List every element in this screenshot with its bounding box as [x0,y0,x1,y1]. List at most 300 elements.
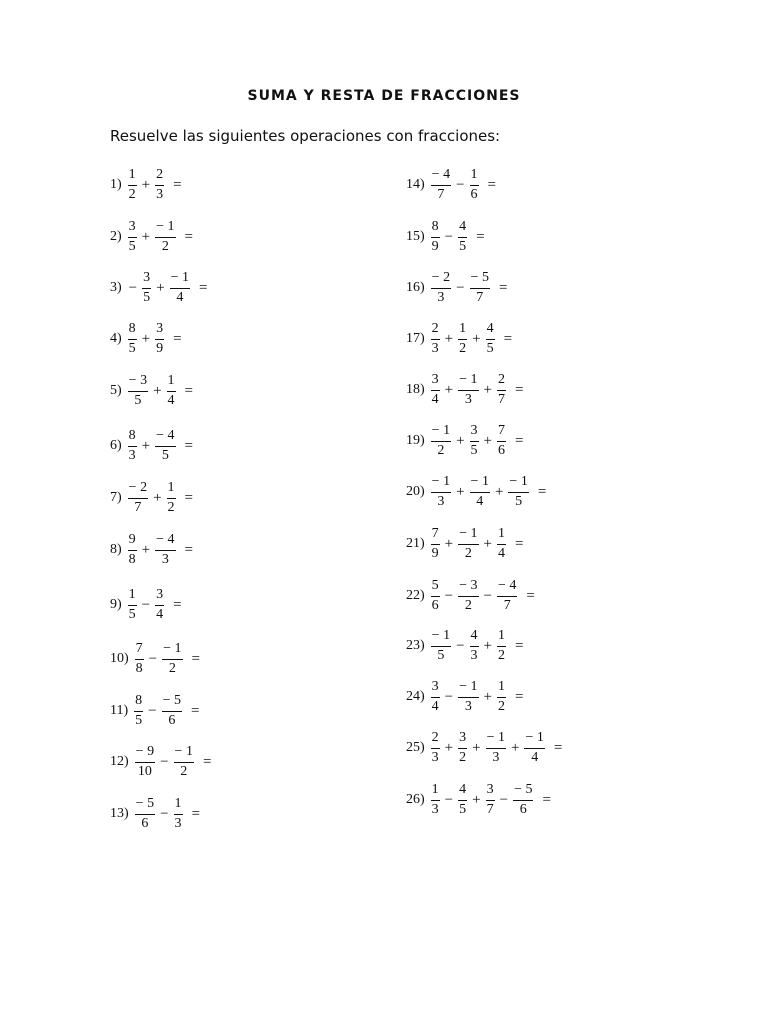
exercise-23 [406,624,523,668]
denominator: 3 [470,648,478,663]
numerator: − 3 [458,579,478,597]
exercise-number: 17) [406,331,425,346]
denominator: 2 [498,648,506,663]
numerator: 3 [458,731,467,749]
numerator: 1 [174,797,183,815]
numerator: − 1 [170,271,190,289]
exercise-3 [110,266,207,310]
fraction [429,629,453,663]
exercise-number: 4) [110,331,122,346]
numerator: 1 [128,168,137,186]
equals-sign: = [515,535,524,552]
denominator: 5 [459,802,467,817]
fraction [126,322,139,356]
operator: + [483,432,493,449]
fraction [511,783,535,817]
numerator: − 4 [155,533,175,551]
operator: − [160,753,169,770]
fraction [456,527,480,561]
fraction [495,424,508,458]
exercise-number: 5) [110,383,122,398]
numerator: − 1 [524,731,544,749]
numerator: 3 [155,588,164,606]
fraction [429,322,442,356]
operator: + [511,739,520,756]
fraction [456,220,469,254]
exercise-22 [406,574,535,618]
denominator: 10 [137,764,152,779]
operator: + [483,637,493,654]
denominator: 4 [476,494,484,509]
numerator: − 5 [470,271,490,289]
denominator: 7 [503,598,511,613]
fraction [140,271,153,305]
operator: + [444,535,454,552]
fraction [172,797,185,831]
fraction [133,642,146,676]
operator: + [483,688,493,705]
denominator: 7 [498,392,506,407]
numerator: − 1 [431,629,451,647]
instructions: Resuelve las siguientes operaciones con fracciones: [110,127,501,145]
fraction [468,629,481,663]
equals-sign: = [184,382,194,399]
exercise-15 [406,215,485,259]
exercise-7 [110,476,193,520]
operator: + [444,739,454,756]
operator: + [472,739,481,756]
numerator: 3 [142,271,151,289]
denominator: 5 [135,713,143,728]
fraction [132,694,145,728]
fraction [153,588,166,622]
fraction [468,475,492,509]
numerator: 1 [497,527,506,545]
exercise-number: 19) [406,433,425,448]
equals-sign: = [515,432,524,449]
fraction [153,429,177,463]
fraction [484,731,508,765]
numerator: 1 [128,588,137,606]
numerator: 8 [128,322,137,340]
equals-sign: = [184,228,194,245]
denominator: 5 [486,341,494,356]
operator: − [456,176,465,193]
operator: − [444,587,454,604]
operator: − [456,637,465,654]
exercise-number: 13) [110,806,129,821]
operator: + [483,381,493,398]
exercise-4 [110,317,182,361]
denominator: 2 [459,341,467,356]
exercise-20 [406,470,546,514]
fraction [126,374,150,408]
exercise-number: 18) [406,382,425,397]
denominator: 2 [437,443,445,458]
operator: − [444,228,454,245]
equals-sign: = [476,228,485,245]
operator: + [472,791,481,808]
exercise-25 [406,726,562,770]
denominator: 5 [470,443,478,458]
numerator: 4 [458,783,467,801]
equals-sign: = [526,587,535,604]
exercise-number: 11) [110,703,129,718]
exercise-number: 21) [406,536,425,551]
exercise-number: 8) [110,542,122,557]
operator: + [141,437,151,454]
denominator: 3 [156,187,164,202]
fraction [126,481,150,515]
denominator: 4 [167,393,175,408]
fraction [429,373,442,407]
denominator: 2 [161,239,169,254]
numerator: 2 [431,731,440,749]
fraction [133,797,157,831]
equals-sign: = [553,739,563,756]
numerator: − 1 [458,680,478,698]
numerator: − 2 [128,481,148,499]
operator: + [153,382,162,399]
exercise-14 [406,163,496,207]
fraction [468,271,492,305]
numerator: 3 [155,322,164,340]
fraction [126,533,139,567]
exercise-6 [110,424,193,468]
numerator: − 1 [508,475,528,493]
fraction [495,579,519,613]
fraction [429,271,453,305]
operator: − [148,702,157,719]
denominator: 7 [476,290,484,305]
denominator: 3 [161,552,169,567]
exercise-number: 25) [406,740,425,755]
denominator: 3 [464,392,472,407]
operator: + [153,489,162,506]
numerator: − 4 [155,429,175,447]
exercise-8 [110,528,193,572]
denominator: 3 [492,750,500,765]
equals-sign: = [184,437,194,454]
numerator: − 1 [155,220,175,238]
operator: − [444,688,454,705]
page-title: SUMA Y RESTA DE FRACCIONES [247,88,521,104]
exercise-2 [110,215,193,259]
exercise-19 [406,419,523,463]
equals-sign: = [173,330,182,347]
denominator: 9 [431,546,439,561]
denominator: 3 [437,494,445,509]
equals-sign: = [542,791,551,808]
exercise-26 [406,778,551,822]
numerator: − 1 [162,642,182,660]
denominator: 2 [464,598,472,613]
exercise-21 [406,522,523,566]
fraction [429,731,442,765]
denominator: 4 [431,699,439,714]
exercise-number: 2) [110,229,122,244]
fraction [429,783,442,817]
operator: − [456,279,465,296]
exercise-10 [110,637,200,681]
equals-sign: = [487,176,497,193]
exercise-number: 24) [406,689,425,704]
numerator: − 4 [431,168,451,186]
numerator: 1 [167,481,176,499]
fraction [495,373,508,407]
fraction [484,322,497,356]
numerator: 1 [497,680,506,698]
fraction [495,527,508,561]
operator: + [456,432,465,449]
operator: + [141,330,151,347]
equals-sign: = [515,637,524,654]
denominator: 3 [431,341,439,356]
denominator: 5 [128,341,136,356]
exercise-5 [110,369,193,413]
fraction [153,168,166,202]
numerator: − 5 [135,797,155,815]
denominator: 2 [459,750,467,765]
numerator: − 1 [458,527,478,545]
numerator: − 1 [486,731,506,749]
equals-sign: = [202,753,212,770]
operator: + [141,541,151,558]
equals-sign: = [191,702,200,719]
numerator: − 5 [162,694,182,712]
exercise-17 [406,317,512,361]
negative-sign: − [128,279,138,296]
exercise-number: 6) [110,438,122,453]
equals-sign: = [498,279,508,296]
exercise-16 [406,266,507,310]
fraction [429,680,442,714]
denominator: 6 [519,802,527,817]
exercise-24 [406,675,523,719]
denominator: 2 [464,546,472,561]
numerator: 2 [497,373,506,391]
numerator: 9 [128,533,137,551]
numerator: 1 [431,783,440,801]
denominator: 2 [498,699,506,714]
equals-sign: = [515,381,524,398]
denominator: 2 [167,500,175,515]
numerator: − 1 [174,745,194,763]
denominator: 9 [156,341,164,356]
fraction [429,579,442,613]
denominator: 5 [437,648,445,663]
denominator: 5 [161,448,169,463]
equals-sign: = [191,650,201,667]
operator: + [156,279,165,296]
exercise-number: 1) [110,177,122,192]
fraction [133,745,157,779]
exercise-number: 14) [406,177,425,192]
equals-sign: = [537,483,547,500]
denominator: 3 [431,802,439,817]
denominator: 7 [486,802,494,817]
operator: − [483,587,493,604]
fraction [456,731,469,765]
equals-sign: = [503,330,513,347]
operator: + [444,330,454,347]
numerator: 1 [497,629,506,647]
operator: − [160,805,169,822]
denominator: 4 [156,607,164,622]
denominator: 6 [498,443,506,458]
exercise-number: 10) [110,651,129,666]
denominator: 3 [174,816,182,831]
numerator: 1 [167,374,176,392]
operator: + [444,381,454,398]
equals-sign: = [184,541,194,558]
fraction [456,680,480,714]
numerator: 3 [431,680,440,698]
denominator: 8 [135,661,143,676]
denominator: 5 [515,494,523,509]
equals-sign: = [191,805,201,822]
denominator: 5 [128,607,136,622]
fraction [165,374,178,408]
denominator: 6 [168,713,176,728]
fraction [506,475,530,509]
exercise-number: 15) [406,229,425,244]
exercise-number: 26) [406,792,425,807]
exercise-11 [110,689,200,733]
equals-sign: = [184,489,194,506]
fraction [172,745,196,779]
fraction [468,424,481,458]
exercise-number: 12) [110,754,129,769]
numerator: 1 [470,168,479,186]
numerator: 3 [486,783,495,801]
denominator: 7 [134,500,142,515]
fraction [168,271,192,305]
denominator: 6 [141,816,149,831]
denominator: 3 [437,290,445,305]
numerator: − 1 [470,475,490,493]
denominator: 3 [128,448,136,463]
fraction [456,783,469,817]
exercise-12 [110,740,211,784]
fraction [153,322,166,356]
numerator: 8 [431,220,440,238]
operator: + [494,483,504,500]
numerator: 8 [134,694,143,712]
numerator: 4 [458,220,467,238]
denominator: 2 [180,764,188,779]
fraction [495,680,508,714]
denominator: 5 [128,239,136,254]
denominator: 6 [470,187,478,202]
numerator: 4 [470,629,479,647]
numerator: − 1 [458,373,478,391]
fraction [429,168,453,202]
fraction [160,694,184,728]
denominator: 5 [459,239,467,254]
fraction [456,322,469,356]
operator: + [483,535,493,552]
numerator: 7 [135,642,144,660]
exercise-number: 16) [406,280,425,295]
operator: − [148,650,158,667]
denominator: 2 [128,187,136,202]
numerator: 3 [128,220,137,238]
denominator: 3 [431,750,439,765]
numerator: − 5 [513,783,533,801]
exercise-13 [110,792,200,836]
denominator: 6 [431,598,439,613]
numerator: 7 [431,527,440,545]
fraction [522,731,546,765]
operator: − [141,596,151,613]
fraction [468,168,481,202]
fraction [429,424,453,458]
numerator: − 9 [135,745,155,763]
equals-sign: = [199,279,208,296]
fraction [153,220,177,254]
numerator: 1 [458,322,467,340]
fraction [484,783,497,817]
denominator: 4 [498,546,506,561]
denominator: 4 [176,290,184,305]
numerator: − 1 [431,475,451,493]
numerator: 7 [497,424,506,442]
operator: − [499,791,509,808]
operator: + [456,483,465,500]
exercise-1 [110,163,182,207]
numerator: 8 [128,429,137,447]
fraction [126,168,139,202]
fraction [456,579,480,613]
equals-sign: = [173,176,182,193]
fraction [126,588,139,622]
fraction [126,220,139,254]
fraction [165,481,178,515]
denominator: 7 [437,187,445,202]
exercise-number: 7) [110,490,122,505]
numerator: 2 [155,168,164,186]
exercise-number: 20) [406,484,425,499]
equals-sign: = [515,688,524,705]
exercise-number: 23) [406,638,425,653]
denominator: 3 [464,699,472,714]
fraction [153,533,177,567]
operator: + [141,176,151,193]
exercise-18 [406,368,523,412]
fraction [429,527,442,561]
denominator: 5 [134,393,142,408]
denominator: 8 [128,552,136,567]
exercise-number: 3) [110,280,122,295]
numerator: 3 [470,424,479,442]
denominator: 4 [531,750,539,765]
numerator: − 3 [128,374,148,392]
fraction [160,642,184,676]
numerator: − 2 [431,271,451,289]
numerator: − 4 [497,579,517,597]
numerator: 4 [486,322,495,340]
numerator: 3 [431,373,440,391]
denominator: 5 [143,290,151,305]
fraction [495,629,508,663]
denominator: 2 [168,661,176,676]
numerator: 2 [431,322,440,340]
exercise-9 [110,583,182,627]
numerator: 5 [431,579,440,597]
operator: − [444,791,454,808]
fraction [429,220,442,254]
